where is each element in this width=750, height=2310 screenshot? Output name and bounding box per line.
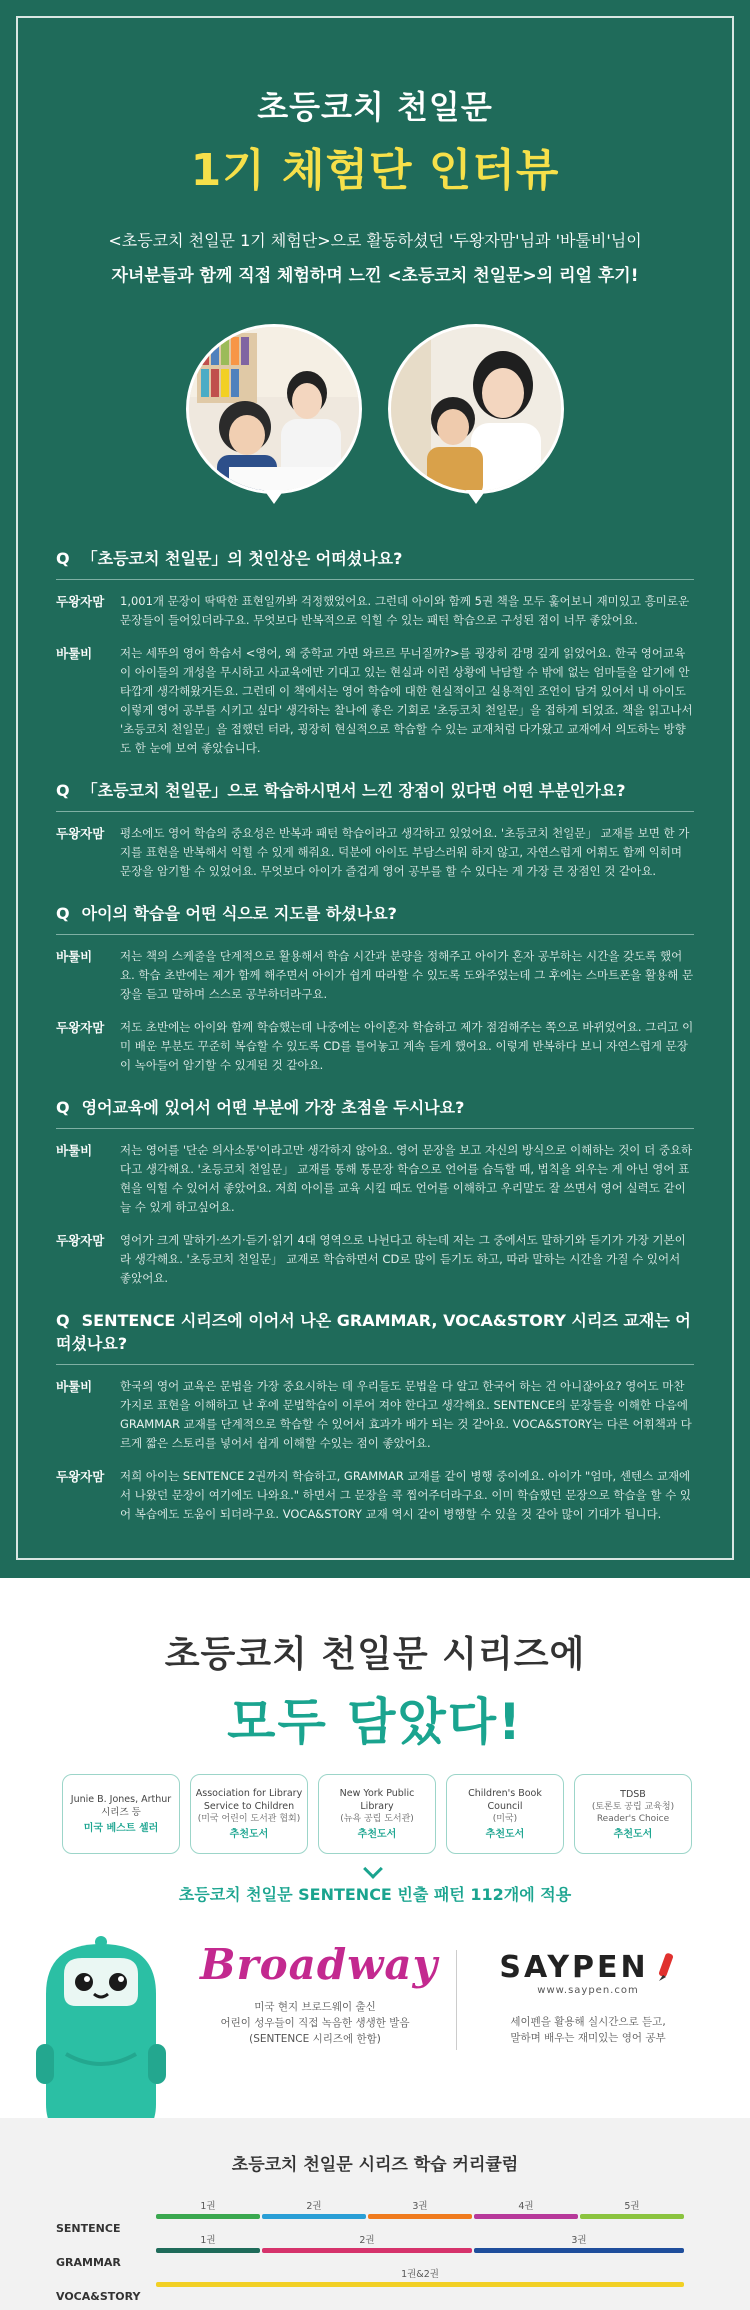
qa-block-4: [56, 1095, 694, 1288]
curriculum-segment-bar: [156, 2248, 260, 2253]
question-5: [56, 1308, 694, 1365]
qa-block-1: [56, 546, 694, 758]
photo-bubble-2: [388, 324, 564, 504]
curriculum-segment-bar: [580, 2214, 684, 2219]
saypen-url: www.saypen.com: [537, 1985, 639, 1996]
broadway-text-line: (SENTENCE 시리즈에 한함): [249, 2033, 381, 2045]
badge-subtitle: (미국 어린이 도서관 협회): [197, 1814, 301, 1824]
curriculum-panel: [0, 2118, 750, 2310]
question-text: 「초등코치 천일문」의 첫인상은 어떠셨나요?: [81, 549, 403, 568]
qa-block-3: [56, 901, 694, 1075]
curriculum-segment-bar: [474, 2248, 684, 2253]
answer-text: 한국의 영어 교육은 문법을 가장 중요시하는 데 우리들도 문법을 다 알고 한국어 하는 건 아니잖아요? 영어도 마찬가지로 표현을 이해하고 난 후에 문법학습이 이루어 져야 한다고 생각해요. SENTENCE의 문장들을 이해한 다음에 GRAMMAR 교재를 단계적으로 학습할 수 있어서 효과가 배가 되는 것 같아요. VOCA&STORY는 다른 어휘책과 다르게 짧은 스토리를 넣어서 쉽게 이해할 수있는 점이 좋았어요.: [120, 1379, 692, 1450]
applied-patterns-text: 초등코치 천일문 SENTENCE 빈출 패턴 112개에 적용: [178, 1885, 572, 1904]
answer: [56, 1377, 694, 1453]
answer-speaker: 바툴비: [56, 949, 93, 964]
badge-name: New York Public Library: [339, 1788, 415, 1812]
badge-subtitle: (미국): [492, 1814, 518, 1824]
question-text: 「초등코치 천일문」으로 학습하시면서 느낀 장점이 있다면 어떤 부분인가요?: [81, 781, 626, 800]
answer-speaker: 두왕자맘: [56, 1233, 105, 1248]
question-text: 영어교육에 있어서 어떤 부분에 가장 초점을 두시나요?: [81, 1098, 465, 1117]
photo-bubble-tail-2: [466, 490, 486, 504]
question-text: SENTENCE 시리즈에 이어서 나온 GRAMMAR, VOCA&STORY 시리즈 교재는 어떠셨나요?: [56, 1311, 691, 1353]
curriculum-segment-label: 3권: [571, 2235, 587, 2246]
badge-name: Children's Book Council: [468, 1788, 542, 1812]
chevron-down-icon: [363, 1859, 383, 1879]
badge-alsc: [190, 1774, 308, 1854]
curriculum-segment-bar: [156, 2214, 260, 2219]
answer-speaker: 두왕자맘: [56, 1469, 105, 1484]
answer: [56, 1467, 694, 1524]
mascot-character-icon: [36, 1934, 166, 2144]
qa-block-2: [56, 778, 694, 881]
answer: [56, 1231, 694, 1288]
interview-intro-line1: <초등코치 천일문 1기 체험단>으로 활동하셨던 '두왕자맘'님과 '바툴비'님이: [108, 231, 642, 250]
saypen-logo: SAYPEN: [499, 1950, 649, 1985]
curriculum-row-label: GRAMMAR: [56, 2256, 121, 2269]
curriculum-segment-bar: [474, 2214, 578, 2219]
question-marker: Q: [56, 904, 70, 923]
curriculum-segment-label: 5권: [624, 2201, 640, 2212]
saypen-description: [478, 2014, 698, 2046]
broadway-description: [200, 1999, 430, 2047]
curriculum-row-label: VOCA&STORY: [56, 2290, 141, 2303]
question-3: [56, 901, 694, 935]
badge-name: Association for Library Service to Children: [195, 1788, 303, 1812]
answer-text: 평소에도 영어 학습의 중요성은 반복과 패턴 학습이라고 생각하고 있었어요. '초등코치 천일문」 교재를 보면 한 가지를 표현을 반복해서 익힐 수 있게 해줘요. 덕분에 아이도 부담스러워 하지 않고, 자연스럽게 어휘도 함께 익히며 문장을 암기할 수 있었어요. 무엇보다 아이가 즐겁게 영어 공부를 할 수 있다는 게 가장 큰 장점인 것 같아요.: [120, 826, 690, 878]
series-section: [0, 1578, 750, 2310]
saypen-text-line: 말하며 배우는 재미있는 영어 공부: [510, 2032, 666, 2044]
participant-photo-1: [186, 324, 362, 494]
curriculum-segment-label: 3권: [412, 2201, 428, 2212]
series-title-line2: 모두 담았다!: [227, 1693, 523, 1751]
broadway-text-line: 미국 현지 브로드웨이 출신: [254, 2001, 376, 2013]
badge-tag: 추천도서: [357, 1829, 397, 1840]
interview-title-line2: 1기 체험단 인터뷰: [190, 145, 560, 196]
question-marker: Q: [56, 781, 70, 800]
question-1: [56, 546, 694, 580]
answer-speaker: 두왕자맘: [56, 1020, 105, 1035]
curriculum-segment-label: 2권: [359, 2235, 375, 2246]
answer: [56, 947, 694, 1004]
photo-bubble-tail-1: [264, 490, 284, 504]
badge-tag: 추천도서: [485, 1829, 525, 1840]
answer-text: 1,001개 문장이 딱딱한 표현일까봐 걱정했었어요. 그런데 아이와 함께 5권 책을 모두 훑어보니 재미있고 흥미로운 문장들이 들어있더라구요. 무엇보다 반복적으로 익힐 수 있는 패턴 학습으로 구성된 점이 너무 좋았어요.: [120, 594, 690, 627]
answer-speaker: 바툴비: [56, 1143, 93, 1158]
curriculum-segment-bar: [156, 2282, 684, 2287]
answer-text: 영어가 크게 말하기·쓰기·듣기·읽기 4대 영역으로 나뉜다고 하는데 저는 그 중에서도 말하기와 듣기가 가장 기본이라 생각해요. '초등코치 천일문」 교재로 학습하면서 CD로 많이 듣기도 하고, 따라 말하는 시간을 가질 수 있어서 좋았어요.: [120, 1233, 686, 1285]
curriculum-segment-bar: [262, 2214, 366, 2219]
curriculum-segment-bar: [368, 2214, 472, 2219]
question-text: 아이의 학습을 어떤 식으로 지도를 하셨나요?: [81, 904, 397, 923]
curriculum-segment-bar: [262, 2248, 472, 2253]
broadway-feature: [200, 1940, 438, 2047]
interview-panel: [16, 16, 734, 1560]
answer-speaker: 바툴비: [56, 1379, 93, 1394]
curriculum-row-label: SENTENCE: [56, 2222, 121, 2235]
question-2: [56, 778, 694, 812]
answer-speaker: 두왕자맘: [56, 594, 105, 609]
badge-subtitle: (뉴욕 공립 도서관): [340, 1814, 414, 1824]
badge-cbc: [446, 1774, 564, 1854]
saypen-text-line: 세이펜을 활용해 실시간으로 듣고,: [510, 2016, 666, 2028]
answer-text: 저희 아이는 SENTENCE 2권까지 학습하고, GRAMMAR 교재를 같이 병행 중이에요. 아이가 "엄마, 센텐스 교재에서 나왔던 문장이 여기에도 나와요." 하면서 그 문장을 콕 찝어주더라구요. 이미 학습했던 문장으로 학습을 할 수 있어 복습에도 도움이 되더라구요. VOCA&STORY 교재 역시 같이 병행할 수 있을 것 같아 많이 기대가 됩니다.: [120, 1469, 691, 1521]
badge-name: TDSB: [620, 1788, 646, 1800]
answer-text: 저도 초반에는 아이와 함께 학습했는데 나중에는 아이혼자 학습하고 제가 점검해주는 쪽으로 바뀌었어요. 그리고 이미 배운 부분도 꾸준히 복습할 수 있도록 CD를 틀어놓고 계속 듣게 했어요. 이렇게 반복하다 보니 자연스럽게 문장이 녹아들어 암기할 수 있게된 것 같아요.: [120, 1020, 694, 1072]
badge-nypl: [318, 1774, 436, 1854]
answer: [56, 644, 694, 758]
answer: [56, 1018, 694, 1075]
question-marker: Q: [56, 549, 70, 568]
qa-block-5: [56, 1308, 694, 1524]
interview-title-line1: 초등코치 천일문: [257, 88, 493, 126]
series-title-line1: 초등코치 천일문 시리즈에: [164, 1634, 586, 1675]
question-marker: Q: [56, 1311, 70, 1330]
feature-divider: [456, 1950, 457, 2050]
question-4: [56, 1095, 694, 1129]
curriculum-segment-label: 1권: [200, 2201, 216, 2212]
interview-intro-line2: 자녀분들과 함께 직접 체험하며 느낀 <초등코치 천일문>의 리얼 후기!: [111, 266, 639, 286]
badge-subtitle: (토론토 공립 교육청) Reader's Choice: [591, 1801, 675, 1824]
pen-icon: [655, 1951, 677, 1985]
curriculum-segment-label: 1권&2권: [401, 2269, 439, 2280]
question-marker: Q: [56, 1098, 70, 1117]
badge-tag: 추천도서: [613, 1828, 653, 1840]
badge-tdsb: [574, 1774, 692, 1854]
answer: [56, 1141, 694, 1217]
broadway-logo: Broadway: [200, 1940, 438, 1989]
badge-tag: 미국 베스트 셀러: [83, 1823, 159, 1834]
participant-photo-2: [388, 324, 564, 494]
answer: [56, 824, 694, 881]
curriculum-segment-label: 4권: [518, 2201, 534, 2212]
badge-bestseller: [62, 1774, 180, 1854]
badge-name: Junie B. Jones, Arthur 시리즈 등: [70, 1794, 172, 1818]
badge-tag: 추천도서: [229, 1829, 269, 1840]
saypen-feature: [478, 1950, 698, 2046]
answer: [56, 592, 694, 630]
answer-text: 저는 세뚜의 영어 학습서 <영어, 왜 중학교 가면 와르르 무너질까?>를 굉장히 감명 깊게 읽었어요. 한국 영어교육이 아이들의 개성을 무시하고 사교육에만 기대고 있는 현실과 이런 상황에 낙담할 수 밖에 없는 엄마들을 알기에 안타깝게 생각해왔거든요. 그런데 이 책에서는 영어 학습에 대한 현실적이고 실용적인 조언이 담겨 있어서 내 아이도 이렇게 영어 공부를 시키고 싶다' 생각하는 찰나에 좋은 기회로 '초등코치 천일문」을 접하게 되었죠. 책을 읽고나서 '초등코치 천일문」을 접했던 터라, 굉장히 현실적으로 학습할 수 있는 교재처럼 다가왔고 교재에서 의도하는 방향도 한 눈에 보여 좋았습니다.: [120, 646, 693, 755]
answer-text: 저는 영어를 '단순 의사소통'이라고만 생각하지 않아요. 영어 문장을 보고 자신의 방식으로 이해하는 것이 더 중요하다고 생각해요. '초등코치 천일문」 교재를 통해 통문장 학습으로 언어를 습득할 때, 법칙을 외우는 게 아닌 영어 표현을 익힐 수 있어서 좋았어요. 저희 아이를 교육 시킬 때도 언어를 이해하고 우리말도 잘 쓰면서 영어 실력도 같이 늘 수 있게 하고싶어요.: [120, 1143, 693, 1214]
answer-text: 저는 책의 스케줄을 단계적으로 활용해서 학습 시간과 분량을 정해주고 아이가 혼자 공부하는 시간을 갖도록 했어요. 학습 초반에는 제가 함께 해주면서 아이가 쉽게 따라할 수 있도록 도와주었는데 그 후에는 스마트폰을 활용해 문장을 듣고 말하며 스스로 공부하더라구요.: [120, 949, 694, 1001]
broadway-text-line: 어린이 성우들이 직접 녹음한 생생한 발음: [220, 2017, 410, 2029]
photo-bubble-1: [186, 324, 362, 504]
curriculum-title: 초등코치 천일문 시리즈 학습 커리큘럼: [231, 2155, 519, 2175]
answer-speaker: 바툴비: [56, 646, 93, 661]
curriculum-segment-label: 1권: [200, 2235, 216, 2246]
curriculum-segment-label: 2권: [306, 2201, 322, 2212]
answer-speaker: 두왕자맘: [56, 826, 105, 841]
recommendation-badges: [62, 1774, 692, 1854]
participant-photos: [18, 324, 732, 504]
